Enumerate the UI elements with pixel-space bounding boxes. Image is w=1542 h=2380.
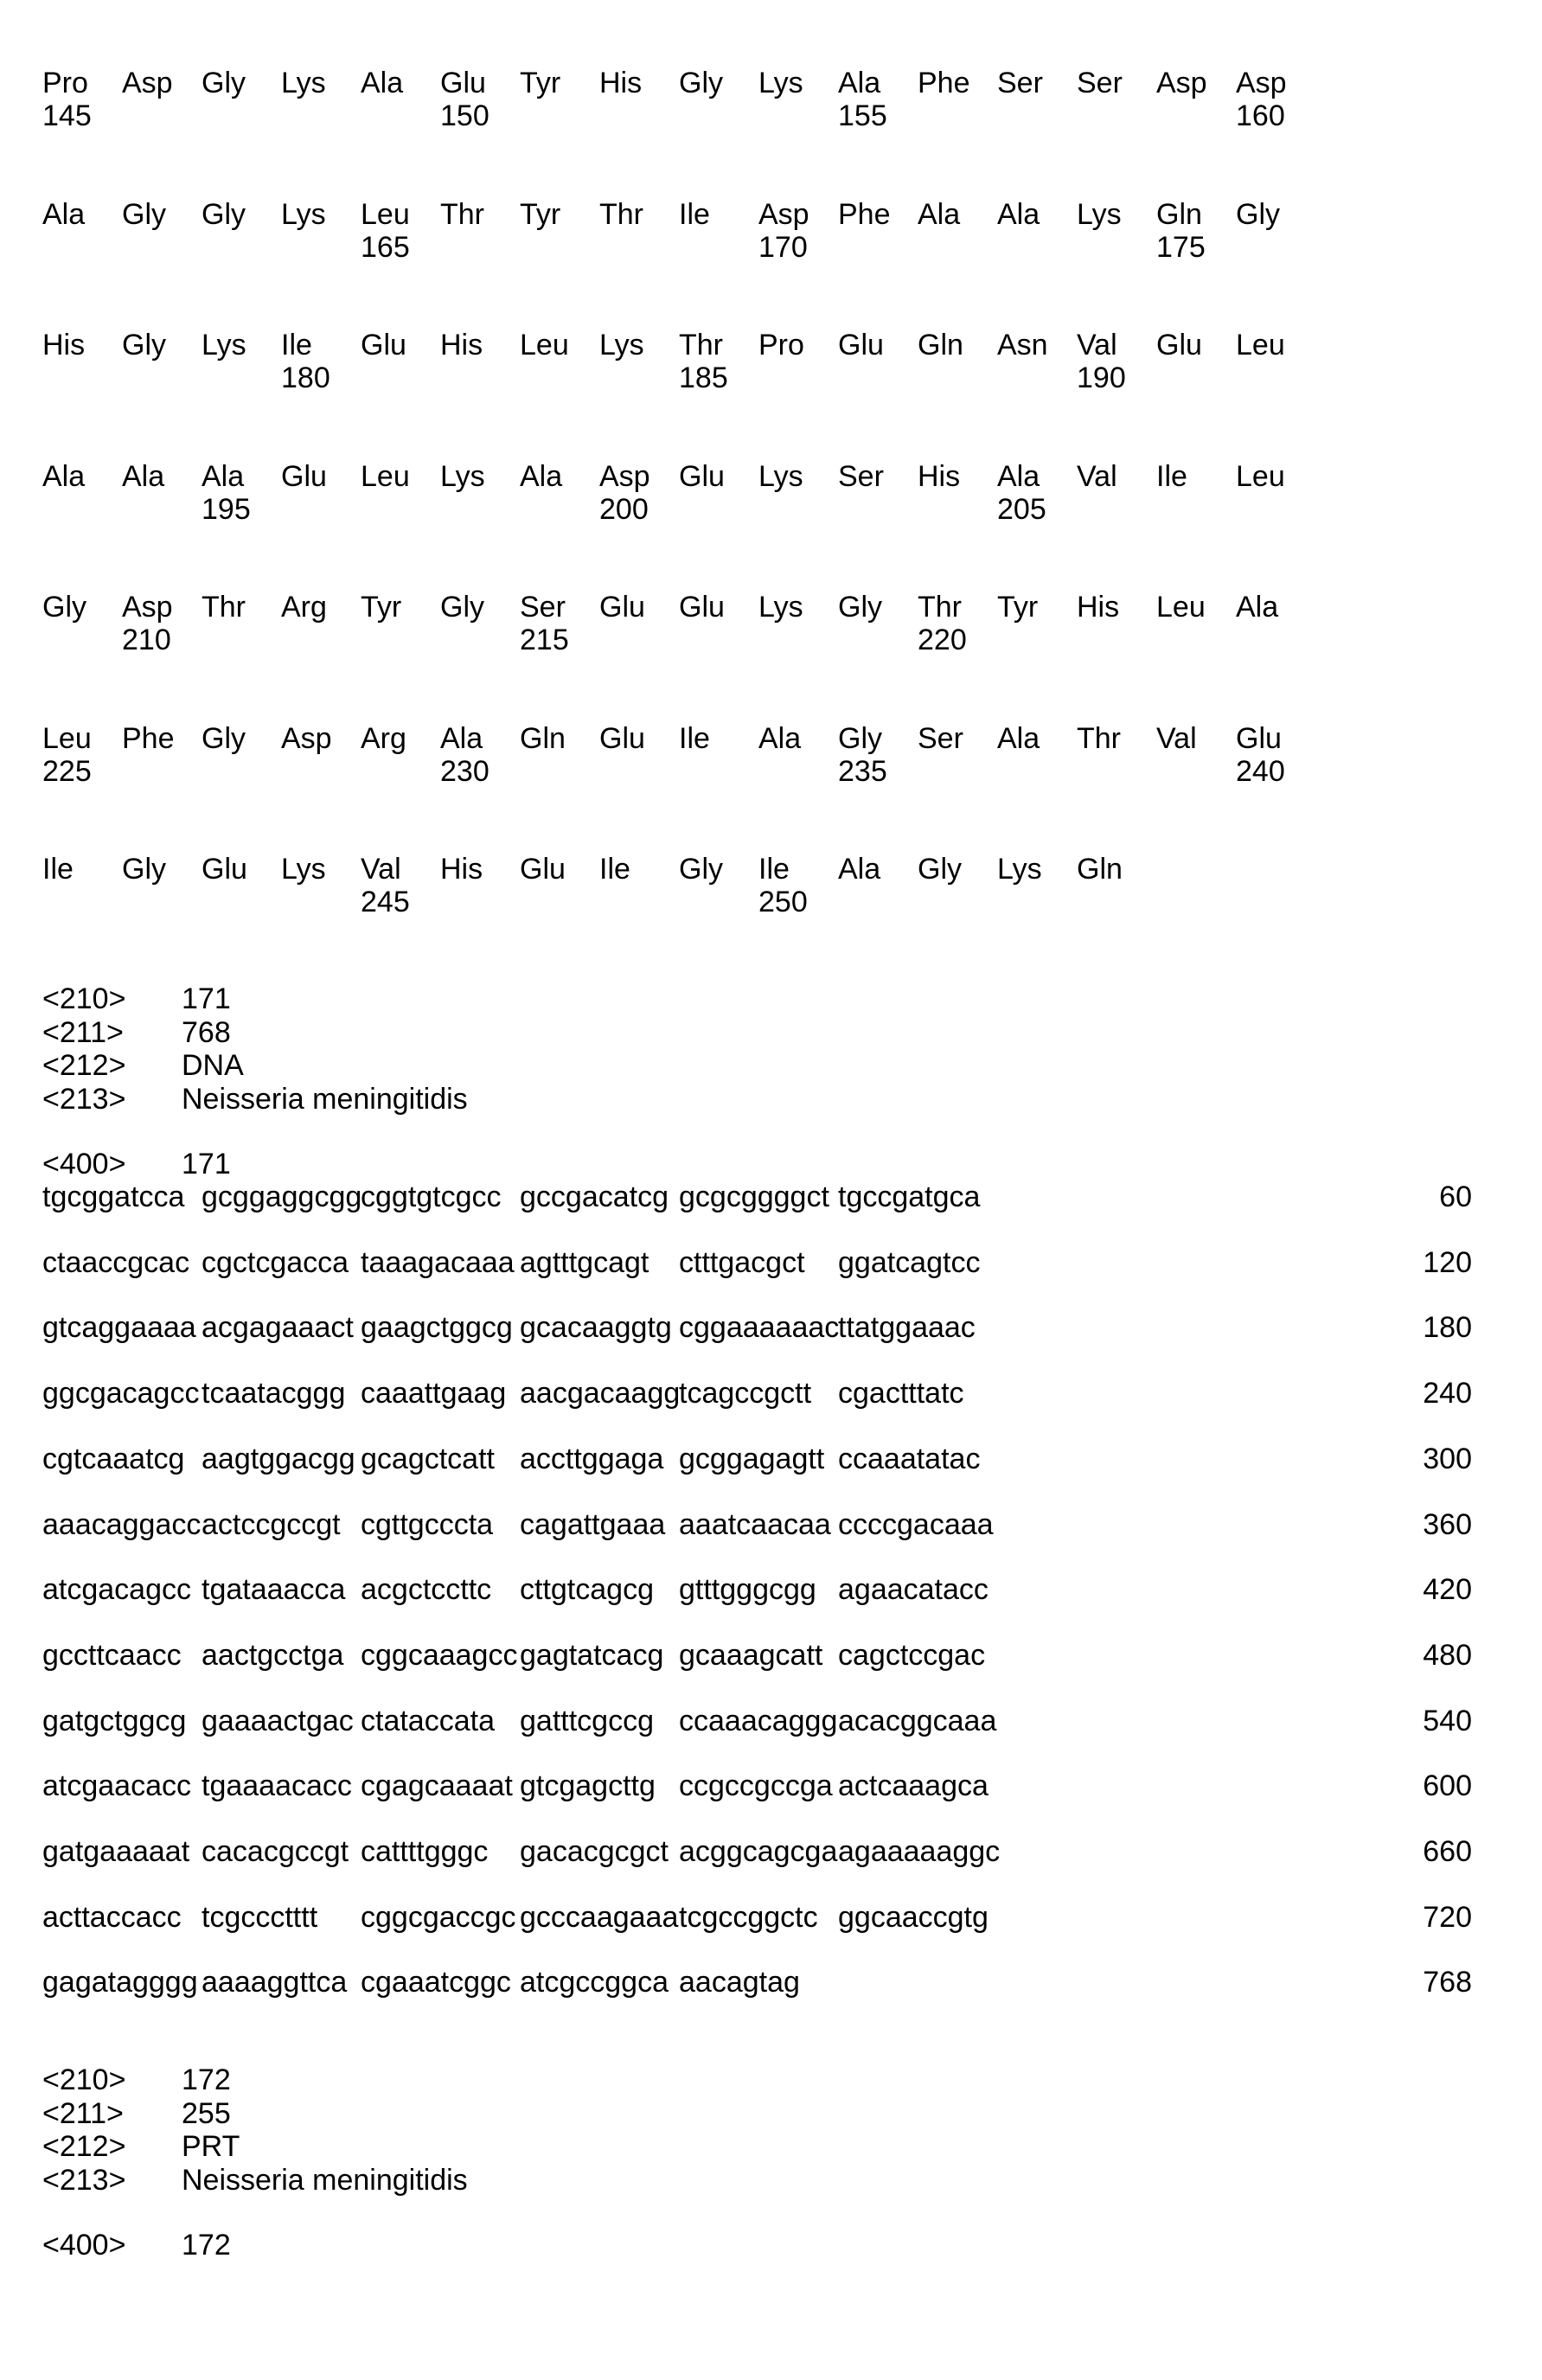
residue: Val bbox=[1156, 722, 1197, 755]
dna-group: ctaaccgcac bbox=[42, 1246, 189, 1279]
dna-group: gaagctggcg bbox=[361, 1311, 513, 1344]
dna-group: tcgccctttt bbox=[202, 1901, 317, 1934]
residue: Arg bbox=[281, 591, 327, 624]
residue-number: 210 bbox=[122, 624, 171, 656]
residue: Gly bbox=[918, 853, 962, 886]
dna-group: gaaaactgac bbox=[202, 1705, 354, 1737]
dna-group: gcgcggggct bbox=[679, 1180, 829, 1213]
field-value: 255 bbox=[182, 2097, 231, 2130]
residue: Glu bbox=[599, 591, 645, 624]
residue: Asp bbox=[599, 460, 650, 493]
residue: Glu bbox=[361, 329, 406, 361]
residue: Phe bbox=[122, 722, 175, 755]
residue: Thr bbox=[1077, 722, 1121, 755]
residue-number: 175 bbox=[1156, 231, 1206, 264]
residue: Asp bbox=[122, 591, 173, 624]
dna-group: gcagctcatt bbox=[361, 1443, 495, 1475]
dna-position: 120 bbox=[1368, 1246, 1472, 1279]
residue: Asp bbox=[1236, 67, 1287, 99]
residue-number: 145 bbox=[42, 99, 92, 132]
residue: His bbox=[599, 67, 642, 99]
dna-group: tgcggatcca bbox=[42, 1180, 184, 1213]
field-value: 171 bbox=[182, 1148, 231, 1180]
residue: Ser bbox=[1077, 67, 1123, 99]
dna-group: cggcaaagcc bbox=[361, 1639, 517, 1672]
dna-group: aaacaggacc bbox=[42, 1508, 201, 1541]
residue: Ile bbox=[758, 853, 790, 886]
residue: Ser bbox=[997, 67, 1043, 99]
residue: Ala bbox=[520, 460, 562, 493]
dna-group: tcagccgctt bbox=[679, 1377, 811, 1410]
residue: Lys bbox=[281, 67, 326, 99]
residue: Gly bbox=[679, 853, 723, 886]
dna-group: ccccgacaaa bbox=[838, 1508, 994, 1541]
field-value: DNA bbox=[182, 1049, 244, 1082]
dna-group: gcaaagcatt bbox=[679, 1639, 822, 1672]
residue: Ile bbox=[1156, 460, 1187, 493]
residue: Ala bbox=[42, 198, 85, 231]
residue: Leu bbox=[1236, 460, 1285, 493]
residue-number: 245 bbox=[361, 886, 410, 918]
dna-group: agaaaaaggc bbox=[838, 1835, 1000, 1868]
residue: His bbox=[440, 329, 483, 361]
residue: Val bbox=[1077, 329, 1117, 361]
residue: Asp bbox=[122, 67, 173, 99]
residue: Ser bbox=[918, 722, 963, 755]
residue: Gly bbox=[838, 722, 882, 755]
residue: Ser bbox=[838, 460, 884, 493]
residue: Asp bbox=[758, 198, 809, 231]
dna-group: gcacaaggtg bbox=[520, 1311, 672, 1344]
dna-group: tcaatacggg bbox=[202, 1377, 345, 1410]
residue-number: 220 bbox=[918, 624, 967, 656]
residue: Leu bbox=[1236, 329, 1285, 361]
dna-position: 360 bbox=[1368, 1508, 1472, 1541]
residue: Ala bbox=[361, 67, 403, 99]
field-tag: <400> bbox=[42, 1148, 125, 1180]
residue-number: 215 bbox=[520, 624, 569, 656]
field-tag: <400> bbox=[42, 2229, 125, 2262]
dna-position: 480 bbox=[1368, 1639, 1472, 1672]
field-tag: <210> bbox=[42, 2063, 125, 2096]
dna-group: cagctccgac bbox=[838, 1639, 985, 1672]
residue: Thr bbox=[679, 329, 723, 361]
residue: Lys bbox=[599, 329, 644, 361]
residue: Glu bbox=[1236, 722, 1282, 755]
dna-position: 720 bbox=[1368, 1901, 1472, 1934]
field-tag: <213> bbox=[42, 1083, 125, 1116]
residue: Lys bbox=[440, 460, 485, 493]
residue: Gly bbox=[122, 198, 166, 231]
dna-group: acggcagcga bbox=[679, 1835, 837, 1868]
dna-group: tgccgatgca bbox=[838, 1180, 980, 1213]
residue: His bbox=[42, 329, 85, 361]
residue-number: 250 bbox=[758, 886, 808, 918]
dna-group: atcgacagcc bbox=[42, 1573, 191, 1606]
dna-group: gatttcgccg bbox=[520, 1705, 654, 1737]
residue: Thr bbox=[599, 198, 643, 231]
field-value: 172 bbox=[182, 2063, 231, 2096]
residue: Gly bbox=[1236, 198, 1280, 231]
residue: Lys bbox=[281, 198, 326, 231]
dna-group: gagtatcacg bbox=[520, 1639, 663, 1672]
dna-group: ccaaatatac bbox=[838, 1443, 980, 1475]
dna-group: ccgccgccga bbox=[679, 1769, 833, 1802]
dna-position: 180 bbox=[1368, 1311, 1472, 1344]
field-tag: <211> bbox=[42, 1016, 124, 1049]
residue: Ala bbox=[918, 198, 960, 231]
dna-group: cattttgggc bbox=[361, 1835, 488, 1868]
residue: Ala bbox=[838, 853, 880, 886]
dna-group: gtcaggaaaa bbox=[42, 1311, 196, 1344]
dna-group: aacagtag bbox=[679, 1966, 800, 1999]
residue-number: 200 bbox=[599, 493, 649, 526]
residue: Tyr bbox=[997, 591, 1038, 624]
dna-group: actcaaagca bbox=[838, 1769, 989, 1802]
dna-group: gatgctggcg bbox=[42, 1705, 186, 1737]
residue: Asp bbox=[281, 722, 332, 755]
residue: Glu bbox=[520, 853, 566, 886]
residue: Ala bbox=[42, 460, 85, 493]
residue: Asn bbox=[997, 329, 1048, 361]
dna-group: aagtggacgg bbox=[202, 1443, 355, 1475]
residue-number: 185 bbox=[679, 361, 728, 394]
dna-group: cagattgaaa bbox=[520, 1508, 665, 1541]
dna-group: ctttgacgct bbox=[679, 1246, 805, 1279]
residue: Lys bbox=[1077, 198, 1122, 231]
residue: Asp bbox=[1156, 67, 1207, 99]
residue: Ile bbox=[281, 329, 312, 361]
dna-group: gcggagagtt bbox=[679, 1443, 824, 1475]
residue: Leu bbox=[42, 722, 92, 755]
residue-number: 190 bbox=[1077, 361, 1126, 394]
residue: Ala bbox=[997, 722, 1040, 755]
dna-group: gatgaaaaat bbox=[42, 1835, 189, 1868]
dna-group: aaatcaacaa bbox=[679, 1508, 831, 1541]
residue-number: 170 bbox=[758, 231, 808, 264]
residue: His bbox=[440, 853, 483, 886]
dna-group: agtttgcagt bbox=[520, 1246, 649, 1279]
dna-group: cacacgccgt bbox=[202, 1835, 349, 1868]
residue: Gly bbox=[202, 67, 246, 99]
dna-group: actccgccgt bbox=[202, 1508, 341, 1541]
residue: Gly bbox=[202, 722, 246, 755]
dna-position: 768 bbox=[1368, 1966, 1472, 1999]
residue: Thr bbox=[440, 198, 484, 231]
residue: Arg bbox=[361, 722, 406, 755]
field-tag: <211> bbox=[42, 2097, 124, 2130]
dna-group: tgataaacca bbox=[202, 1573, 345, 1606]
residue: Thr bbox=[918, 591, 962, 624]
residue: Ala bbox=[440, 722, 483, 755]
residue: Gln bbox=[1077, 853, 1123, 886]
field-value: Neisseria meningitidis bbox=[182, 2164, 468, 2197]
residue: Gly bbox=[202, 198, 246, 231]
residue-number: 155 bbox=[838, 99, 887, 132]
dna-group: cggcgaccgc bbox=[361, 1901, 516, 1934]
residue: Ala bbox=[202, 460, 244, 493]
dna-group: gtttgggcgg bbox=[679, 1573, 816, 1606]
residue-number: 225 bbox=[42, 755, 92, 788]
residue: Ala bbox=[997, 198, 1040, 231]
residue: Gly bbox=[122, 853, 166, 886]
dna-position: 540 bbox=[1368, 1705, 1472, 1737]
dna-group: cgactttatc bbox=[838, 1377, 964, 1410]
dna-group: aacgacaagg bbox=[520, 1377, 680, 1410]
residue: Thr bbox=[202, 591, 246, 624]
dna-group: gacacgcgct bbox=[520, 1835, 669, 1868]
dna-group: gagatagggg bbox=[42, 1966, 198, 1999]
dna-group: aaaaggttca bbox=[202, 1966, 347, 1999]
residue: Ile bbox=[599, 853, 630, 886]
residue-number: 240 bbox=[1236, 755, 1285, 788]
dna-group: cggtgtcgcc bbox=[361, 1180, 502, 1213]
residue: Gly bbox=[838, 591, 882, 624]
residue: His bbox=[1077, 591, 1119, 624]
residue: Ala bbox=[1236, 591, 1278, 624]
dna-group: aactgcctga bbox=[202, 1639, 343, 1672]
residue-number: 195 bbox=[202, 493, 251, 526]
dna-group: cgaaatcggc bbox=[361, 1966, 511, 1999]
dna-group: ggcaaccgtg bbox=[838, 1901, 989, 1934]
dna-position: 420 bbox=[1368, 1573, 1472, 1606]
residue-number: 230 bbox=[440, 755, 489, 788]
residue: Gln bbox=[1156, 198, 1202, 231]
residue-number: 160 bbox=[1236, 99, 1285, 132]
dna-position: 660 bbox=[1368, 1835, 1472, 1868]
dna-group: ggatcagtcc bbox=[838, 1246, 980, 1279]
residue-number: 205 bbox=[997, 493, 1046, 526]
dna-group: cgtcaaatcg bbox=[42, 1443, 184, 1475]
field-value: 768 bbox=[182, 1016, 231, 1049]
dna-group: acacggcaaa bbox=[838, 1705, 996, 1737]
dna-group: gccttcaacc bbox=[42, 1639, 182, 1672]
residue: Lys bbox=[758, 591, 803, 624]
residue: Leu bbox=[361, 460, 410, 493]
residue: Ser bbox=[520, 591, 566, 624]
dna-group: cttgtcagcg bbox=[520, 1573, 654, 1606]
residue: Ala bbox=[838, 67, 880, 99]
dna-group: acttaccacc bbox=[42, 1901, 182, 1934]
dna-group: ttatggaaac bbox=[838, 1311, 976, 1344]
dna-group: ccaaacaggg bbox=[679, 1705, 837, 1737]
dna-group: ggcgacagcc bbox=[42, 1377, 199, 1410]
dna-group: agaacatacc bbox=[838, 1573, 989, 1606]
residue-number: 235 bbox=[838, 755, 887, 788]
residue: Leu bbox=[1156, 591, 1206, 624]
residue: Leu bbox=[520, 329, 569, 361]
residue: Glu bbox=[202, 853, 247, 886]
residue: Glu bbox=[679, 591, 725, 624]
residue: His bbox=[918, 460, 960, 493]
dna-group: cgctcgacca bbox=[202, 1246, 349, 1279]
residue: Lys bbox=[281, 853, 326, 886]
field-tag: <212> bbox=[42, 1049, 125, 1082]
residue: Gln bbox=[520, 722, 566, 755]
residue: Lys bbox=[997, 853, 1042, 886]
residue: Glu bbox=[281, 460, 327, 493]
dna-group: ctataccata bbox=[361, 1705, 495, 1737]
residue: Gly bbox=[42, 591, 86, 624]
dna-position: 240 bbox=[1368, 1377, 1472, 1410]
residue-number: 150 bbox=[440, 99, 489, 132]
residue: Pro bbox=[42, 67, 88, 99]
residue: Glu bbox=[440, 67, 486, 99]
residue: Ala bbox=[122, 460, 164, 493]
dna-group: atcgccggca bbox=[520, 1966, 669, 1999]
dna-group: accttggaga bbox=[520, 1443, 663, 1475]
field-value: Neisseria meningitidis bbox=[182, 1083, 468, 1116]
residue: Phe bbox=[918, 67, 970, 99]
residue: Tyr bbox=[520, 67, 560, 99]
dna-group: gtcgagcttg bbox=[520, 1769, 656, 1802]
dna-position: 300 bbox=[1368, 1443, 1472, 1475]
residue: Gly bbox=[679, 67, 723, 99]
dna-group: acgagaaact bbox=[202, 1311, 354, 1344]
residue: Tyr bbox=[520, 198, 560, 231]
residue: Ile bbox=[42, 853, 74, 886]
dna-group: gccgacatcg bbox=[520, 1180, 669, 1213]
residue: Ala bbox=[997, 460, 1040, 493]
residue: Gly bbox=[440, 591, 484, 624]
dna-group: cgttgcccta bbox=[361, 1508, 493, 1541]
residue: Glu bbox=[679, 460, 725, 493]
field-tag: <213> bbox=[42, 2164, 125, 2197]
dna-group: cggaaaaaac bbox=[679, 1311, 839, 1344]
dna-group: tcgccggctc bbox=[679, 1901, 818, 1934]
field-tag: <212> bbox=[42, 2130, 125, 2163]
field-value: PRT bbox=[182, 2130, 240, 2163]
field-value: 172 bbox=[182, 2229, 231, 2262]
residue: Ile bbox=[679, 198, 710, 231]
residue: Leu bbox=[361, 198, 410, 231]
residue: Gly bbox=[122, 329, 166, 361]
residue: Phe bbox=[838, 198, 891, 231]
dna-group: taaagacaaa bbox=[361, 1246, 515, 1279]
dna-group: gcggaggcgg bbox=[202, 1180, 362, 1213]
residue: Glu bbox=[599, 722, 645, 755]
residue: Glu bbox=[838, 329, 884, 361]
dna-position: 60 bbox=[1368, 1180, 1472, 1213]
residue: Lys bbox=[202, 329, 246, 361]
field-tag: <210> bbox=[42, 982, 125, 1015]
residue: Ala bbox=[758, 722, 801, 755]
dna-group: acgctccttc bbox=[361, 1573, 491, 1606]
residue: Tyr bbox=[361, 591, 401, 624]
residue: Val bbox=[1077, 460, 1117, 493]
field-value: 171 bbox=[182, 982, 231, 1015]
dna-group: cgagcaaaat bbox=[361, 1769, 513, 1802]
residue-number: 165 bbox=[361, 231, 410, 264]
residue: Ile bbox=[679, 722, 710, 755]
dna-group: tgaaaacacc bbox=[202, 1769, 352, 1802]
residue: Val bbox=[361, 853, 401, 886]
residue-number: 180 bbox=[281, 361, 330, 394]
residue: Lys bbox=[758, 67, 803, 99]
dna-group: caaattgaag bbox=[361, 1377, 506, 1410]
residue: Gln bbox=[918, 329, 963, 361]
residue: Pro bbox=[758, 329, 804, 361]
residue: Glu bbox=[1156, 329, 1202, 361]
dna-group: atcgaacacc bbox=[42, 1769, 191, 1802]
dna-position: 600 bbox=[1368, 1769, 1472, 1802]
dna-group: gcccaagaaa bbox=[520, 1901, 678, 1934]
residue: Lys bbox=[758, 460, 803, 493]
